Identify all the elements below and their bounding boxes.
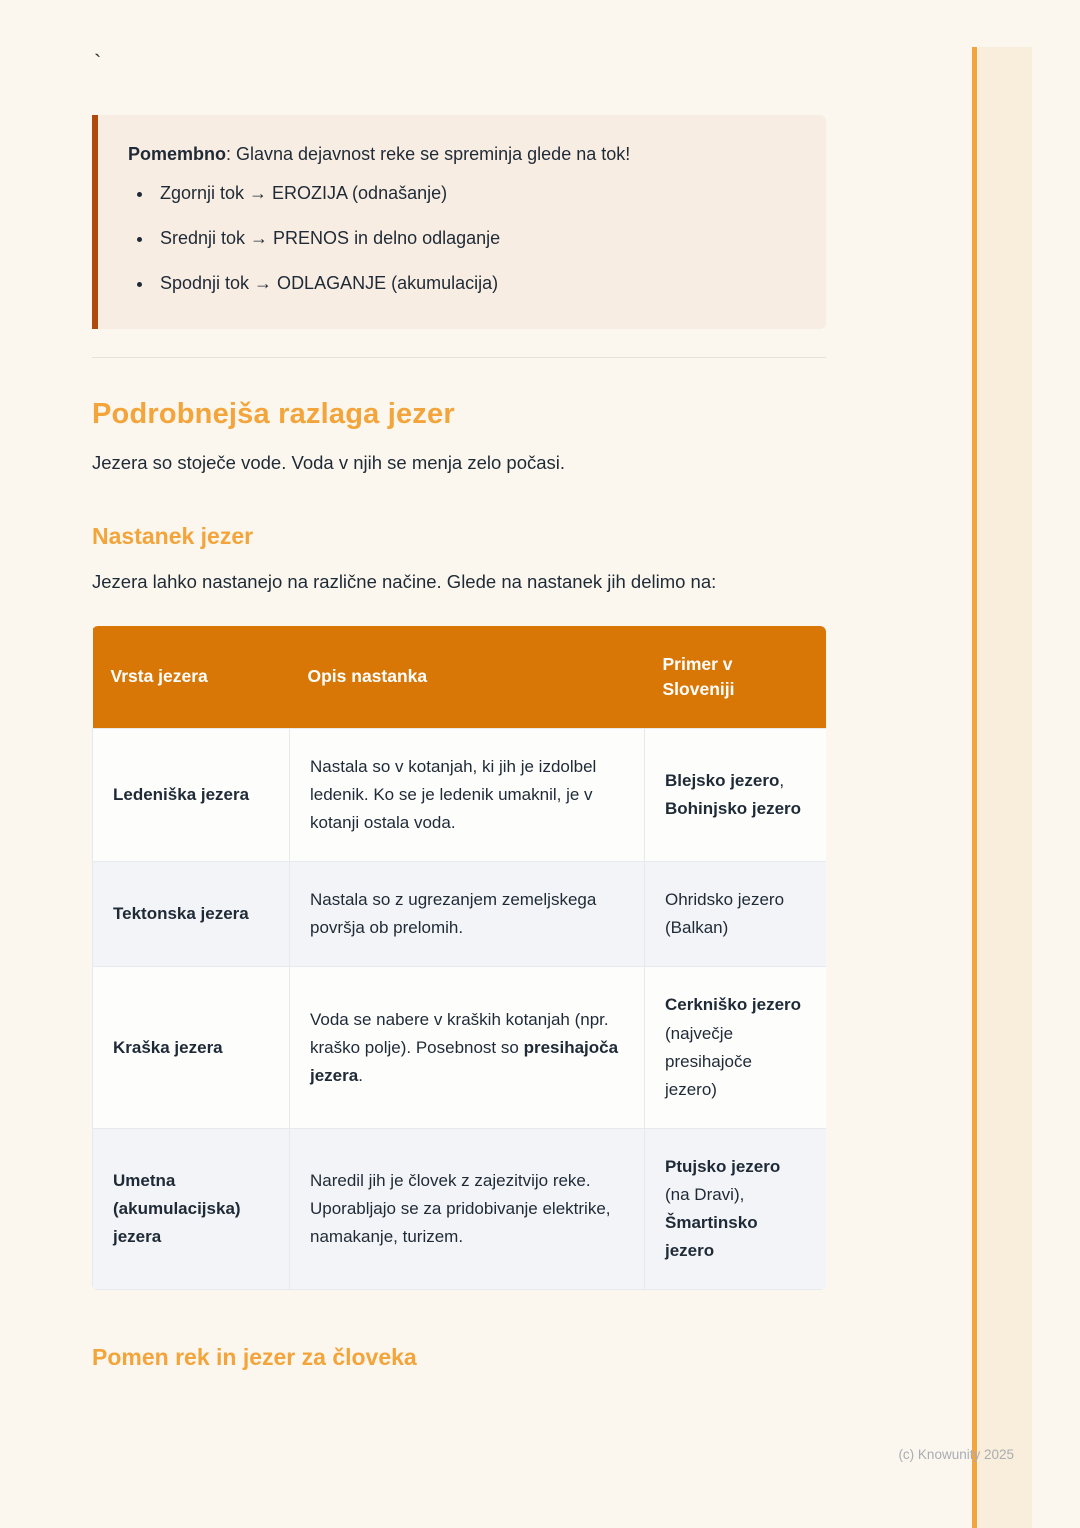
table-header-cell-vrsta: Vrsta jezera (93, 626, 290, 729)
table-cell: Ledeniška jezera (93, 729, 290, 862)
callout-item: • Srednji tok → PRENOS in delno odlaganje (154, 225, 796, 252)
callout-title-bold: Pomembno (128, 144, 227, 164)
table-cell: Tektonska jezera (93, 862, 290, 967)
importance-heading: Pomen rek in jezer za človeka (92, 1343, 417, 1370)
important-callout (92, 115, 826, 329)
lakes-table-wrapper (92, 626, 826, 1290)
callout-item: • Spodnji tok → ODLAGANJE (akumulacija) (154, 270, 796, 297)
lakes-intro: Jezera so stoječe vode. Voda v njih se menja zelo počasi. (92, 452, 566, 473)
table-cell: Naredil jih je človek z zajezitvijo reke. Uporabljajo se za pridobivanje elektrike, namakanje, turizem. (290, 1128, 645, 1289)
callout-title (128, 141, 796, 168)
lakes-table (92, 626, 826, 1290)
page-edge-accent-line (972, 47, 977, 1528)
table-cell: Ohridsko jezero (Balkan) (645, 862, 827, 967)
table-cell: Cerkniško jezero (največje presihajoče jezero) (645, 967, 827, 1128)
table-header-cell-opis: Opis nastanka (290, 626, 645, 729)
callout-item: • Zgornji tok → EROZIJA (odnašanje) (154, 180, 796, 207)
footer-credit: (c) Knowunity 2025 (898, 1447, 1014, 1462)
section-divider (92, 357, 826, 358)
table-row (93, 862, 827, 967)
document-content (92, 0, 826, 1371)
table-header-row (93, 626, 827, 729)
table-cell: Voda se nabere v kraških kotanjah (npr. kraško polje). Posebnost so presihajoča jezera. (290, 967, 645, 1128)
table-cell: Nastala so z ugrezanjem zemeljskega površja ob prelomih. (290, 862, 645, 967)
formation-intro: Jezera lahko nastanejo na različne načine. Glede na nastanek jih delimo na: (92, 570, 717, 592)
stray-backtick: ` (94, 50, 102, 75)
table-cell: Umetna (akumulacijska) jezera (93, 1128, 290, 1289)
table-row (93, 967, 827, 1128)
table-row (93, 729, 827, 862)
callout-title-rest: : Glavna dejavnost reke se spreminja glede na tok! (226, 144, 631, 164)
table-cell: Nastala so v kotanjah, ki jih je izdolbel ledenik. Ko se je ledenik umaknil, je v kotanji ostala voda. (290, 729, 645, 862)
table-header-cell-primer: Primer v Sloveniji (645, 626, 827, 729)
table-row (93, 1128, 827, 1289)
table-cell: Kraška jezera (93, 967, 290, 1128)
table-cell: Ptujsko jezero (na Dravi), Šmartinsko jezero (645, 1128, 827, 1289)
callout-list (128, 180, 796, 297)
table-cell: Blejsko jezero, Bohinjsko jezero (645, 729, 827, 862)
lakes-heading: Podrobnejša razlaga jezer (92, 398, 455, 430)
page-edge-band (978, 47, 1032, 1528)
formation-heading: Nastanek jezer (92, 522, 254, 549)
